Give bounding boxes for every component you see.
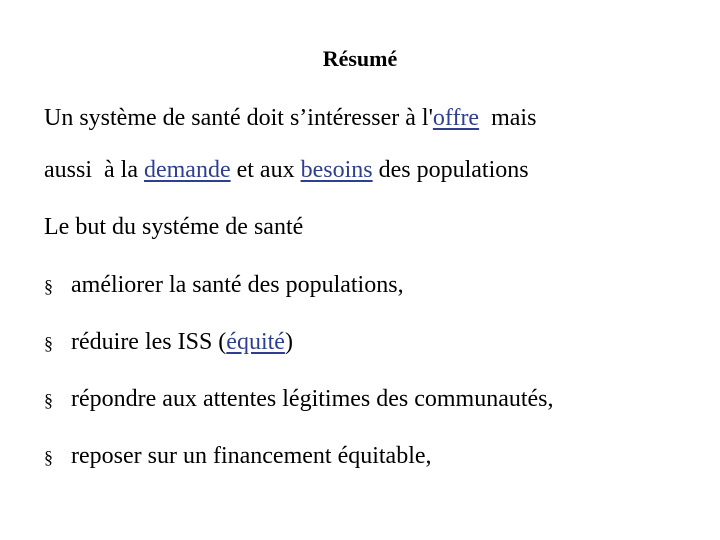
section-bullet-icon: §	[44, 276, 53, 296]
paragraph-text: et aux	[230, 157, 301, 183]
paragraph-text: aussi à la	[44, 157, 144, 183]
list-item-text: )	[284, 329, 293, 355]
section-bullet-icon: §	[44, 447, 53, 467]
slide-title: Résumé	[322, 46, 398, 71]
besoins-link[interactable]: besoins	[300, 157, 373, 183]
list-item-text: répondre aux attentes légitimes des communautés,	[71, 386, 554, 412]
section-bullet-icon: §	[44, 390, 53, 410]
list-item	[44, 327, 554, 384]
paragraph-line-2	[44, 155, 529, 185]
list-item	[44, 384, 554, 441]
list-item-text: reposer sur un financement équitable,	[71, 443, 432, 469]
demande-link[interactable]: demande	[143, 157, 231, 183]
list-item	[44, 270, 554, 327]
list-item	[44, 441, 554, 498]
section-heading: Le but du systéme de santé	[44, 214, 304, 240]
paragraph-text: mais	[479, 105, 537, 131]
offre-link[interactable]: offre	[432, 105, 480, 131]
paragraph-text: des populations	[372, 157, 529, 183]
goals-list	[44, 270, 554, 498]
paragraph-text: Un système de santé doit s’intéresser à l'	[44, 105, 433, 131]
section-bullet-icon: §	[44, 333, 53, 353]
paragraph-line-1	[44, 103, 536, 133]
list-item-text: améliorer la santé des populations,	[71, 272, 404, 298]
equite-link[interactable]: équité	[226, 329, 285, 355]
list-item-text: réduire les ISS (	[71, 329, 227, 355]
